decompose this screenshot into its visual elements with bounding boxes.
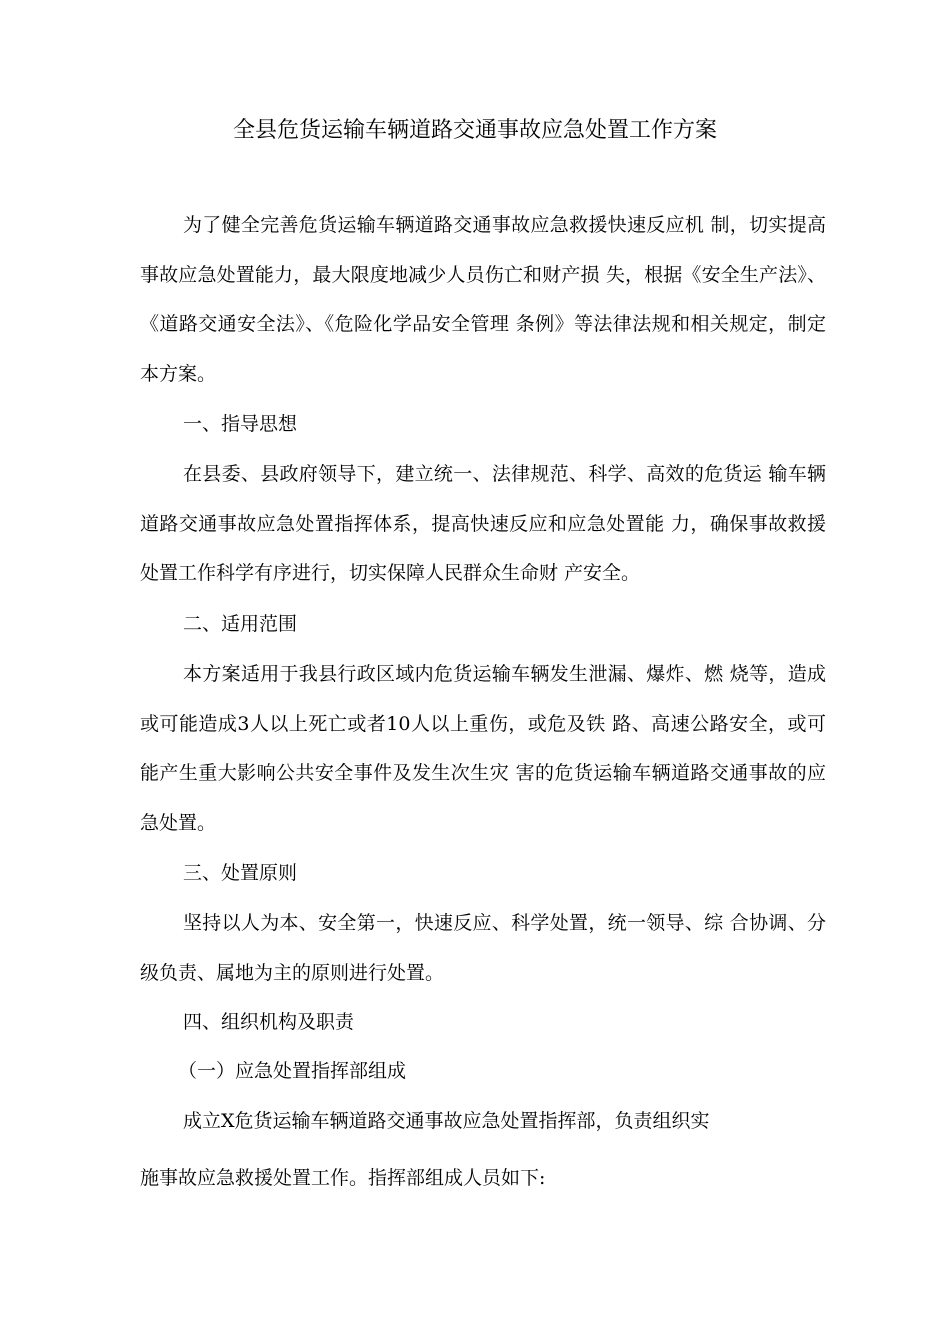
scope-paragraph: 本方案适用于我县行政区域内危货运输车辆发生泄漏、爆炸、燃 烧等，造成或可能造成3人以上死亡或者10人以上重伤，或危及铁 路、高速公路安全，或可能产生重大影响公共安全事件及发生次生灾 害的危货运输车辆道路交通事故的应急处置。: [140, 663, 826, 834]
command-paragraph-line-1: 成立X危货运输车辆道路交通事故应急处置指挥部，负责组织实: [183, 1110, 710, 1132]
command-paragraph-line-2: 施事故应急救援处置工作。指挥部组成人员如下:: [140, 1167, 546, 1189]
intro-paragraph: 为了健全完善危货运输车辆道路交通事故应急救援快速反应机 制，切实提高事故应急处置能力，最大限度地减少人员伤亡和财产损 失，根据《安全生产法》、《道路交通安全法》、《危险化学品安全管理 条例》等法律法规和相关规定，制定本方案。: [140, 214, 826, 385]
section-heading-organization: 四、组织机构及职责: [183, 1011, 355, 1033]
principles-paragraph: 坚持以人为本、安全第一，快速反应、科学处置，统一领导、综 合协调、分级负责、属地为主的原则进行处置。: [140, 912, 826, 984]
document-title: 全县危货运输车辆道路交通事故应急处置工作方案: [232, 118, 717, 143]
subsection-heading-command-composition: （一）应急处置指挥部组成: [178, 1060, 407, 1082]
section-heading-scope: 二、适用范围: [183, 613, 298, 635]
section-heading-principles: 三、处置原则: [183, 862, 298, 884]
guiding-ideology-paragraph: 在县委、县政府领导下，建立统一、法律规范、科学、高效的危货运 输车辆道路交通事故应急处置指挥体系，提高快速反应和应急处置能 力，确保事故救援处置工作科学有序进行，切实保障人民群众生命财 产安全。: [140, 463, 826, 584]
section-heading-guiding-ideology: 一、指导思想: [183, 413, 298, 435]
